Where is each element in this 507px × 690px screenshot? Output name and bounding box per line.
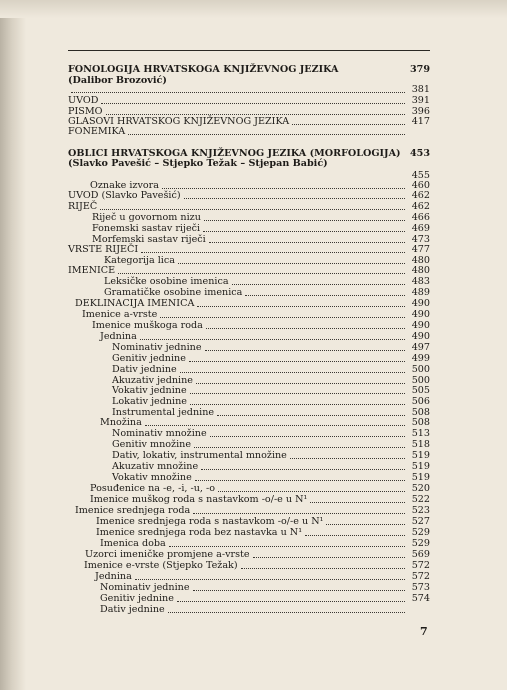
- toc-entry-title: Imenice srednjega roda s nastavkom -o/-e u N¹: [96, 516, 324, 527]
- toc-entry-page: 473: [411, 234, 430, 245]
- toc-entry-title: Akuzativ jednine: [112, 375, 193, 386]
- toc-entry-title: Akuzativ množine: [112, 461, 199, 472]
- toc-entry-title: Genitiv jednine: [112, 353, 186, 364]
- toc-entry-page: 522: [411, 494, 430, 505]
- dot-leader: [195, 480, 405, 481]
- dot-leader: [168, 612, 405, 613]
- dot-leader: [101, 103, 405, 104]
- dot-leader: [190, 393, 405, 394]
- dot-leader: [201, 469, 405, 470]
- dot-leader: [193, 590, 405, 591]
- dot-leader: [218, 491, 405, 492]
- toc-entry-page: 569: [411, 549, 430, 560]
- toc-entry-page: 483: [411, 276, 430, 287]
- toc-entry-title: FONOLOGIJA HRVATSKOGA KNJIŽEVNOG JEZIKA: [68, 64, 339, 75]
- toc-entry-title: Genitiv jednine: [100, 593, 174, 604]
- dot-leader: [232, 284, 405, 285]
- toc-entry-page: 381: [411, 84, 430, 95]
- toc-entry-title: IMENICE: [68, 265, 116, 276]
- toc-entry-title: (Dalibor Brozović): [68, 75, 167, 86]
- toc-entry-page: 480: [411, 255, 430, 266]
- dot-leader: [209, 242, 405, 243]
- dot-leader: [180, 372, 405, 373]
- dot-leader: [206, 328, 405, 329]
- toc-entry-title: Kategorija lica: [104, 255, 175, 266]
- toc-entry-page: 519: [411, 461, 430, 472]
- toc-entry-page: 460: [411, 180, 430, 191]
- toc-entry-page: 508: [411, 407, 430, 418]
- toc-entry-page: 417: [411, 116, 430, 127]
- toc-entry-page: 574: [411, 593, 430, 604]
- toc-entry-title: Jednina: [100, 331, 137, 342]
- toc-entry-title: OBLICI HRVATSKOGA KNJIŽEVNOG JEZIKA (MORFOLOGIJA): [68, 148, 401, 159]
- toc-entry-title: (Slavko Pavešić – Stjepko Težak – Stjepan Babić): [68, 158, 328, 169]
- toc-entry-title: Imenica doba: [100, 538, 166, 549]
- toc-entry-title: PISMO: [68, 106, 103, 117]
- dot-leader: [141, 252, 405, 253]
- toc-entry-title: Jednina: [95, 571, 132, 582]
- dot-leader: [169, 546, 405, 547]
- dot-leader: [290, 458, 405, 459]
- dot-leader: [118, 273, 405, 274]
- toc-entry-page: 379: [409, 64, 430, 75]
- toc-entry-title: Vokativ množine: [112, 472, 192, 483]
- dot-leader: [135, 579, 405, 580]
- toc-entry-page: 453: [409, 148, 430, 159]
- toc-entry-title: Uzorci imeničke promjene a-vrste: [85, 549, 250, 560]
- toc-entry-page: 520: [411, 483, 430, 494]
- dot-leader: [162, 188, 405, 189]
- toc-entry-page: 500: [411, 364, 430, 375]
- dot-leader: [205, 350, 405, 351]
- toc-entry-page: 466: [411, 212, 430, 223]
- dot-leader: [217, 415, 405, 416]
- toc-entry-title: FONEMIKA: [68, 126, 126, 137]
- page-number: 7: [420, 625, 428, 638]
- toc-entry-page: 391: [411, 95, 430, 106]
- toc-entry-page: 573: [411, 582, 430, 593]
- toc-entry-title: Nominativ množine: [112, 428, 207, 439]
- toc-entry-title: Vokativ jednine: [112, 385, 187, 396]
- toc-entry-title: Leksičke osobine imenica: [104, 276, 229, 287]
- toc-entry-page: 455: [411, 170, 430, 181]
- toc-entry-page: 462: [411, 201, 430, 212]
- toc-entry-page: 572: [411, 560, 430, 571]
- toc-entry-title: Imenice muškog roda s nastavkom -o/-e u N¹: [90, 494, 308, 505]
- dot-leader: [241, 568, 405, 569]
- toc-entry-title: Genitiv množine: [112, 439, 192, 450]
- dot-leader: [253, 557, 405, 558]
- dot-leader: [210, 436, 405, 437]
- toc-entry-page: 529: [411, 527, 430, 538]
- toc-entry-title: Riječ u govornom nizu: [92, 212, 201, 223]
- dot-leader: [193, 513, 405, 514]
- dot-leader: [160, 317, 405, 318]
- toc-entry-page: 518: [411, 439, 430, 450]
- toc-entry-page: 505: [411, 385, 430, 396]
- toc-entry-title: Instrumental jednine: [112, 407, 215, 418]
- toc-entry-page: 523: [411, 505, 430, 516]
- toc-entry-title: Morfemski sastav riječi: [92, 234, 206, 245]
- toc-entry-page: 396: [411, 106, 430, 117]
- toc-entry-title: Posuđenice na -e, -i, -u, -o: [90, 483, 216, 494]
- toc-entry-title: DEKLINACIJA IMENICA: [75, 298, 195, 309]
- dot-leader: [203, 231, 405, 232]
- toc-entry-title: Nominativ jednine: [112, 342, 202, 353]
- toc-entry-title: Lokativ jednine: [112, 396, 187, 407]
- toc-entry: [0, 158, 507, 170]
- toc-entry-page: 513: [411, 428, 430, 439]
- toc-entry-title: Množina: [100, 417, 142, 428]
- dot-leader: [326, 524, 405, 525]
- toc-entry-page: 480: [411, 265, 430, 276]
- toc-entry-title: Fonemski sastav riječi: [92, 223, 201, 234]
- toc-entry-page: 500: [411, 375, 430, 386]
- toc-entry-title: Imenice e-vrste (Stjepko Težak): [84, 560, 238, 571]
- dot-leader: [310, 502, 405, 503]
- top-rule: [68, 50, 430, 51]
- toc-entry-title: Nominativ jednine: [100, 582, 190, 593]
- dot-leader: [106, 114, 405, 115]
- toc-entry-page: 527: [411, 516, 430, 527]
- dot-leader: [196, 383, 405, 384]
- toc-entry-page: 469: [411, 223, 430, 234]
- toc-entry-title: Dativ, lokativ, instrumental množine: [112, 450, 287, 461]
- toc-entry: [0, 126, 507, 138]
- dot-leader: [190, 404, 405, 405]
- toc-entry-page: 499: [411, 353, 430, 364]
- toc-entry-title: Dativ jednine: [100, 604, 165, 615]
- toc-entry-page: 490: [411, 309, 430, 320]
- toc-entry-title: Dativ jednine: [112, 364, 177, 375]
- dot-leader: [189, 361, 405, 362]
- toc-entry-page: 497: [411, 342, 430, 353]
- dot-leader: [204, 220, 405, 221]
- toc-entry-title: Imenice muškoga roda: [92, 320, 203, 331]
- toc-entry-page: 477: [411, 244, 430, 255]
- toc-entry-title: RIJEČ: [68, 201, 98, 212]
- toc-entry-title: VRSTE RIJEČI: [68, 244, 139, 255]
- dot-leader: [178, 263, 405, 264]
- dot-leader: [245, 295, 405, 296]
- dot-leader: [71, 92, 405, 93]
- toc-entry-title: Imenice a-vrste: [82, 309, 158, 320]
- dot-leader: [145, 425, 405, 426]
- toc-entry-page: 506: [411, 396, 430, 407]
- toc-entry-page: 489: [411, 287, 430, 298]
- toc-entry-page: 490: [411, 298, 430, 309]
- toc-entry-title: GLASOVI HRVATSKOG KNJIŽEVNOG JEZIKA: [68, 116, 290, 127]
- toc-entry-page: 572: [411, 571, 430, 582]
- dot-leader: [100, 209, 405, 210]
- dot-leader: [184, 198, 405, 199]
- dot-leader: [292, 124, 405, 125]
- dot-leader: [128, 134, 405, 135]
- toc-entry-page: 519: [411, 472, 430, 483]
- toc-entry-page: 529: [411, 538, 430, 549]
- toc-entry-title: Oznake izvora: [90, 180, 159, 191]
- toc-entry: [0, 604, 507, 616]
- toc-entry-title: UVOD (Slavko Pavešić): [68, 190, 181, 201]
- dot-leader: [177, 601, 405, 602]
- dot-leader: [305, 535, 405, 536]
- dot-leader: [197, 306, 405, 307]
- toc-entry-title: Imenice srednjega roda bez nastavka u N¹: [96, 527, 303, 538]
- toc-entry-page: 508: [411, 417, 430, 428]
- toc-entry-page: 490: [411, 331, 430, 342]
- toc-entry-title: UVOD: [68, 95, 99, 106]
- toc-entry-page: 462: [411, 190, 430, 201]
- dot-leader: [194, 447, 405, 448]
- toc-entry-title: Gramatičke osobine imenica: [104, 287, 243, 298]
- dot-leader: [140, 339, 405, 340]
- toc-entry-page: 519: [411, 450, 430, 461]
- toc-entry-title: Imenice srednjega roda: [75, 505, 191, 516]
- toc-entry-page: 490: [411, 320, 430, 331]
